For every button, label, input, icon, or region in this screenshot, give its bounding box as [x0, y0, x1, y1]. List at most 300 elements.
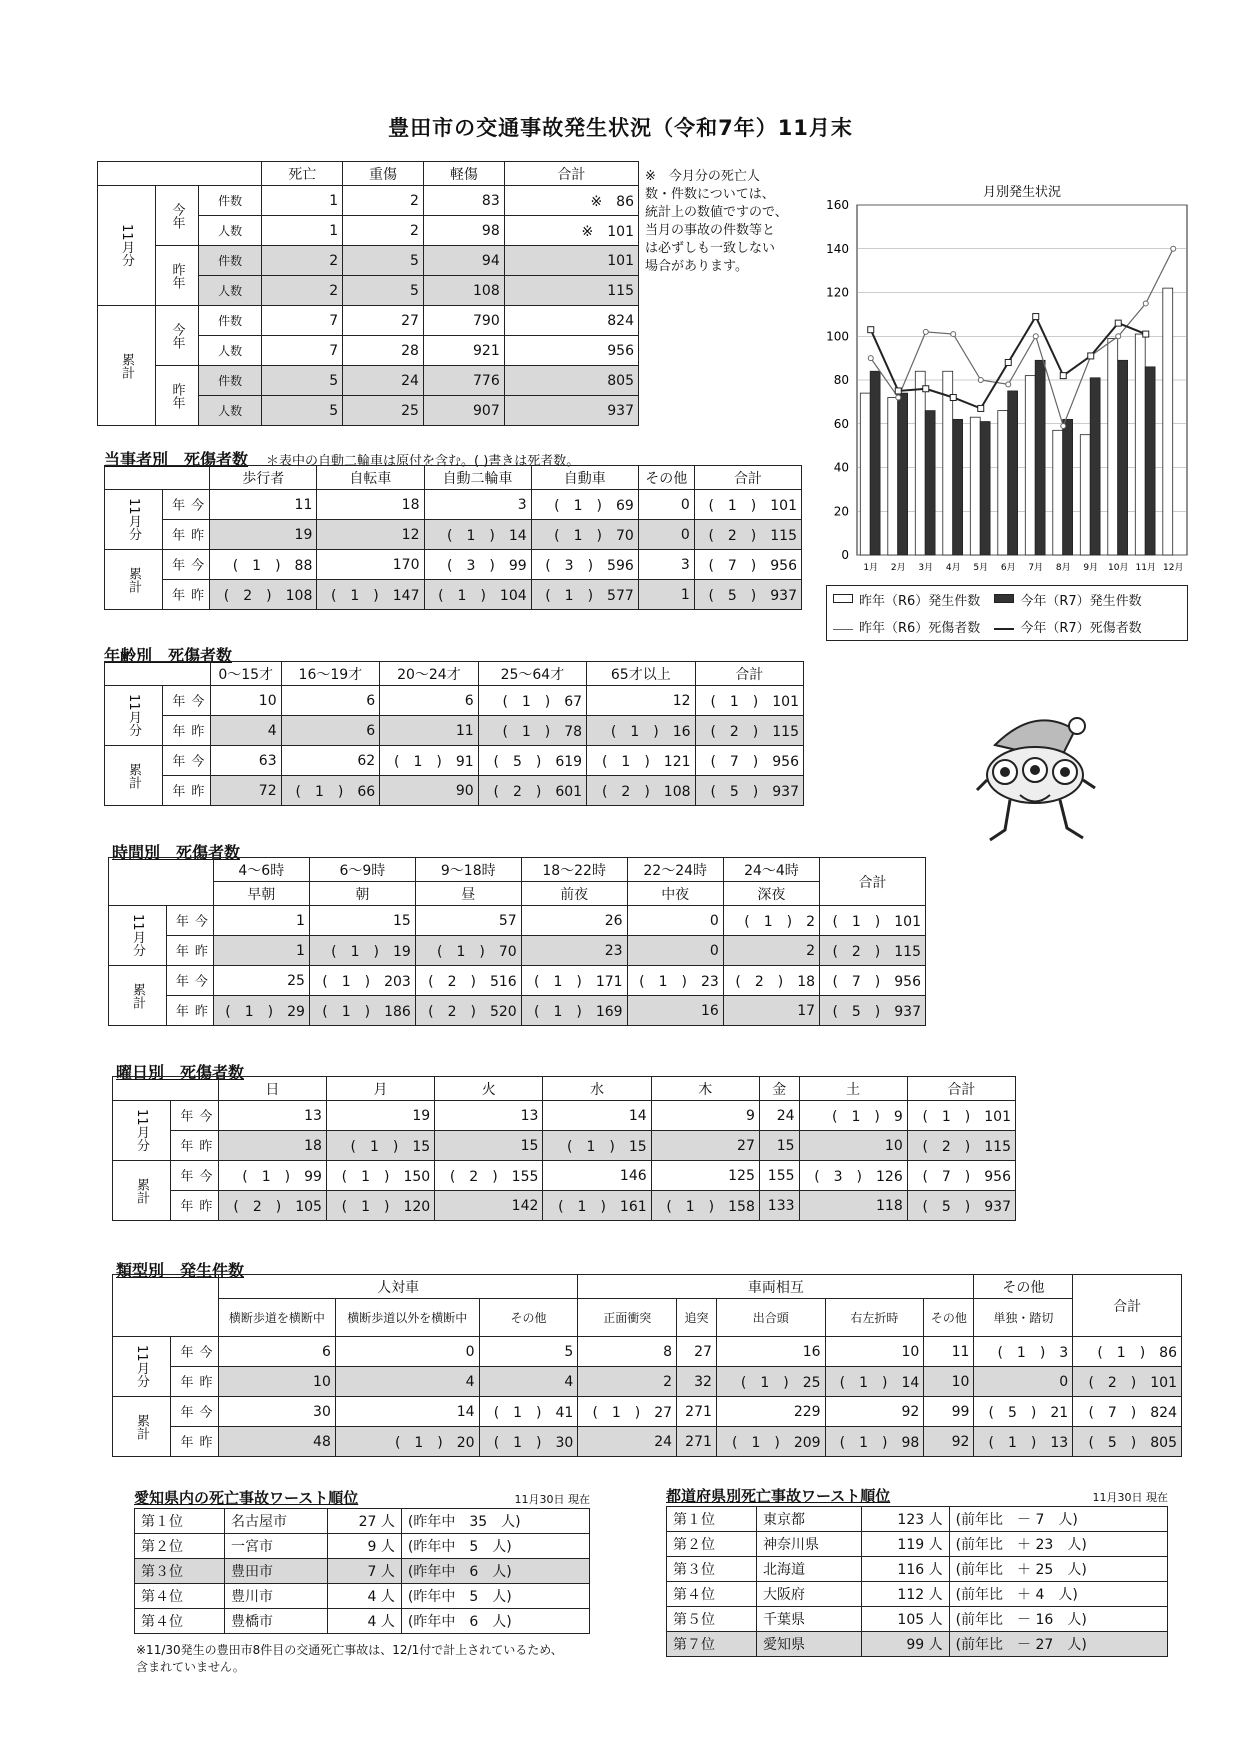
value-cell: ( 1 ) 186: [309, 996, 415, 1026]
value-cell: ( 1 ) 9: [799, 1101, 907, 1131]
header-cell: 20～24才: [380, 662, 479, 686]
value-cell: 4: [210, 716, 281, 746]
value-cell: 155: [759, 1161, 799, 1191]
header-cell: 日: [218, 1077, 326, 1101]
value-cell: 18: [317, 490, 424, 520]
year-label: 今年: [171, 1101, 219, 1131]
value-cell: 3: [638, 550, 694, 580]
legend-label: 今年（R7）発生件数: [1020, 594, 1142, 609]
value-cell: 23: [521, 936, 627, 966]
data-point: [1033, 314, 1039, 320]
value-cell: ( 1 ) 15: [326, 1131, 434, 1161]
table-row: [113, 1191, 1016, 1221]
header-cell: 6～9時: [309, 858, 415, 882]
y-tick-label: 0: [841, 548, 849, 562]
data-point: [978, 405, 984, 411]
rank-cell: 第２位: [667, 1532, 757, 1557]
rank-cell: 9 人: [328, 1534, 402, 1559]
value-cell: ( 5 ) 937: [820, 996, 926, 1026]
aichi-rank-table: [134, 1508, 590, 1634]
header-cell: 合計: [694, 466, 801, 490]
kind-label: 人数: [199, 396, 262, 426]
chart-legend: [826, 585, 1188, 641]
bar: [1090, 378, 1100, 555]
value-cell: ( 1 ) 104: [424, 580, 531, 610]
header-cell: 9～18時: [415, 858, 521, 882]
summary-note: [645, 168, 815, 276]
value-cell: ( 2 ) 108: [587, 776, 695, 806]
value-cell: ( 1 ) 41: [479, 1397, 578, 1427]
value-cell: ( 7 ) 956: [907, 1161, 1015, 1191]
rank-cell: (前年比 － 27 人): [949, 1632, 1167, 1657]
value-cell: ( 1 ) 121: [587, 746, 695, 776]
value-cell: ( 1 ) 70: [415, 936, 521, 966]
weekday-table: [112, 1076, 1016, 1221]
y-tick-label: 140: [826, 241, 849, 256]
value-cell: 2: [723, 936, 819, 966]
data-point: [1060, 373, 1066, 379]
table-row: [113, 1427, 1182, 1457]
header-cell: 水: [543, 1077, 651, 1101]
rank-cell: 第１位: [135, 1509, 225, 1534]
rank-row: [667, 1582, 1168, 1607]
header-cell: 24～4時: [723, 858, 819, 882]
header-cell: 右左折時: [825, 1299, 924, 1337]
year-label: 今年: [171, 1337, 219, 1367]
data-point: [1143, 331, 1149, 337]
value-cell: 16: [716, 1337, 825, 1367]
value-cell: 271: [677, 1427, 717, 1457]
value-cell: 1: [213, 906, 309, 936]
bar: [870, 371, 880, 555]
year-label: 昨年: [171, 1427, 219, 1457]
value-cell: 15: [309, 906, 415, 936]
subheader-cell: 深夜: [723, 882, 819, 906]
value-cell: 92: [924, 1427, 974, 1457]
header-cell: 木: [651, 1077, 759, 1101]
rank-cell: 第５位: [667, 1607, 757, 1632]
table-row: [105, 580, 802, 610]
header-cell: 単独・踏切: [974, 1299, 1073, 1337]
year-label: 昨年: [163, 520, 210, 550]
value-cell: 6: [218, 1337, 335, 1367]
data-point: [1171, 246, 1176, 251]
year-label: 今年: [163, 746, 211, 776]
header-cell: 65才以上: [587, 662, 695, 686]
header-blank: [113, 1275, 219, 1337]
value-cell: 62: [281, 746, 380, 776]
bar: [888, 398, 898, 556]
rank-cell: 第４位: [135, 1609, 225, 1634]
value-cell: 142: [435, 1191, 543, 1221]
year-label: 今年: [163, 490, 210, 520]
rank-cell: 119 人: [861, 1532, 949, 1557]
value-cell: 26: [521, 906, 627, 936]
value-cell: ( 1 ) 30: [479, 1427, 578, 1457]
bar: [925, 411, 935, 555]
rank-cell: 大阪府: [757, 1582, 862, 1607]
rank-cell: 123 人: [861, 1507, 949, 1532]
x-tick-label: 2月: [890, 563, 906, 573]
legend-swatch: [994, 619, 1014, 634]
year-label: 今年: [156, 306, 199, 366]
bar: [1108, 338, 1118, 555]
note-line: 数・件数については、: [645, 187, 775, 202]
value-cell: 11: [924, 1337, 974, 1367]
subheader-cell: 早朝: [213, 882, 309, 906]
value-cell: 0: [335, 1337, 479, 1367]
value-cell: ( 2 ) 516: [415, 966, 521, 996]
party-section-title: 当事者別 死傷者数: [104, 450, 249, 469]
value-cell: ( 1 ) 66: [281, 776, 380, 806]
value-cell: 32: [677, 1367, 717, 1397]
value-cell: 16: [627, 996, 723, 1026]
value-cell: 83: [423, 186, 504, 216]
mascot-illustration: [975, 700, 1100, 850]
value-cell: ( 2 ) 115: [907, 1131, 1015, 1161]
header-blank: [98, 162, 262, 186]
table-row: [105, 776, 804, 806]
value-cell: 108: [423, 276, 504, 306]
header-cell: その他: [924, 1299, 974, 1337]
value-cell: 11: [210, 490, 317, 520]
year-label: 今年: [163, 686, 211, 716]
value-cell: 101: [504, 246, 638, 276]
legend-row: [833, 586, 1181, 613]
header-blank: [109, 858, 214, 906]
year-label: 昨年: [163, 580, 210, 610]
value-cell: 937: [504, 396, 638, 426]
rank-row: [667, 1532, 1168, 1557]
header-cell: 歩行者: [210, 466, 317, 490]
group-label: 累計: [105, 550, 163, 610]
rank-cell: (前年比 － 7 人): [949, 1507, 1167, 1532]
bar: [1118, 360, 1128, 555]
rank-row: [135, 1509, 590, 1534]
value-cell: 14: [335, 1397, 479, 1427]
rank-row: [135, 1584, 590, 1609]
year-label: 昨年: [156, 246, 199, 306]
rank-cell: 豊田市: [225, 1559, 328, 1584]
value-cell: 7: [262, 336, 343, 366]
bar: [980, 422, 990, 555]
header-cell: 0～15才: [210, 662, 281, 686]
header-cell: 月: [326, 1077, 434, 1101]
value-cell: ( 2 ) 115: [695, 716, 803, 746]
group-label: 累計: [98, 306, 156, 426]
value-cell: ( 1 ) 19: [309, 936, 415, 966]
table-row: [105, 746, 804, 776]
value-cell: 24: [578, 1427, 677, 1457]
table-row: [109, 966, 926, 996]
rank-cell: (前年比 － 16 人): [949, 1607, 1167, 1632]
rank-cell: 千葉県: [757, 1607, 862, 1632]
value-cell: ( 1 ) 78: [478, 716, 586, 746]
value-cell: ( 1 ) 15: [543, 1131, 651, 1161]
age-table: [104, 661, 804, 806]
value-cell: 13: [218, 1101, 326, 1131]
value-cell: ( 1 ) 20: [335, 1427, 479, 1457]
data-point: [951, 332, 956, 337]
value-cell: 0: [638, 520, 694, 550]
rank-row: [135, 1559, 590, 1584]
rank-row: [667, 1507, 1168, 1532]
rank-cell: 27 人: [328, 1509, 402, 1534]
data-point: [895, 388, 901, 394]
value-cell: ( 2 ) 155: [435, 1161, 543, 1191]
table-row: [98, 186, 639, 216]
value-cell: ( 7 ) 956: [820, 966, 926, 996]
value-cell: ( 5 ) 619: [478, 746, 586, 776]
pref-rank-date: 11月30日 現在: [1092, 1491, 1168, 1504]
kind-label: 件数: [199, 246, 262, 276]
data-point: [896, 395, 901, 400]
legend-row: [833, 613, 1181, 640]
value-cell: ( 1 ) 27: [578, 1397, 677, 1427]
value-cell: 15: [759, 1131, 799, 1161]
value-cell: ( 5 ) 937: [694, 580, 801, 610]
x-tick-label: 7月: [1028, 563, 1044, 573]
value-cell: 6: [380, 686, 479, 716]
bar: [998, 411, 1008, 555]
header-blank: [113, 1077, 219, 1101]
value-cell: 118: [799, 1191, 907, 1221]
value-cell: ( 1 ) 101: [694, 490, 801, 520]
year-label: 昨年: [167, 996, 214, 1026]
value-cell: ( 1 ) 169: [521, 996, 627, 1026]
table-row: [98, 306, 639, 336]
value-cell: 2: [262, 246, 343, 276]
table-row: [98, 246, 639, 276]
data-point: [1005, 360, 1011, 366]
group-label: 累計: [113, 1161, 171, 1221]
table-row: [105, 716, 804, 746]
value-cell: 94: [423, 246, 504, 276]
bar: [1053, 430, 1063, 555]
party-section-note: ＊表中の自動二輪車は原付を含む。( )書きは死者数。: [266, 454, 580, 469]
legend-label: 今年（R7）死傷者数: [1020, 621, 1142, 636]
header-cell: 土: [799, 1077, 907, 1101]
header-cell: 合計: [820, 858, 926, 906]
value-cell: ( 1 ) 14: [424, 520, 531, 550]
subheader-cell: 前夜: [521, 882, 627, 906]
rank-cell: 神奈川県: [757, 1532, 862, 1557]
note-line: 場合があります。: [645, 259, 748, 274]
value-cell: ( 1 ) 69: [531, 490, 638, 520]
x-tick-label: 10月: [1108, 563, 1129, 573]
value-cell: 7: [262, 306, 343, 336]
header-cell: 追突: [677, 1299, 717, 1337]
year-label: 今年: [156, 186, 199, 246]
value-cell: ( 1 ) 101: [695, 686, 803, 716]
value-cell: ( 5 ) 21: [974, 1397, 1073, 1427]
value-cell: 24: [343, 366, 424, 396]
pref-rank-table: [666, 1506, 1168, 1657]
value-cell: ( 1 ) 91: [380, 746, 479, 776]
rank-row: [667, 1607, 1168, 1632]
value-cell: 25: [343, 396, 424, 426]
value-cell: 776: [423, 366, 504, 396]
value-cell: 63: [210, 746, 281, 776]
group-label: 11月分: [98, 186, 156, 306]
value-cell: ( 1 ) 99: [218, 1161, 326, 1191]
rank-cell: 第４位: [135, 1584, 225, 1609]
value-cell: ( 1 ) 171: [521, 966, 627, 996]
rank-cell: 豊橋市: [225, 1609, 328, 1634]
value-cell: 92: [825, 1397, 924, 1427]
group-label: 累計: [105, 746, 163, 806]
value-cell: 57: [415, 906, 521, 936]
value-cell: 6: [281, 686, 380, 716]
x-tick-label: 5月: [973, 563, 989, 573]
group-label: 11月分: [113, 1337, 171, 1397]
value-cell: ( 7 ) 824: [1073, 1397, 1182, 1427]
value-cell: 5: [262, 366, 343, 396]
rank-cell: 4 人: [328, 1584, 402, 1609]
year-label: 昨年: [171, 1191, 219, 1221]
value-cell: 5: [343, 246, 424, 276]
rank-row: [667, 1632, 1168, 1657]
data-point: [1006, 382, 1011, 387]
value-cell: 115: [504, 276, 638, 306]
rank-cell: (昨年中 35 人): [401, 1509, 589, 1534]
x-tick-label: 3月: [918, 563, 934, 573]
rank-row: [135, 1534, 590, 1559]
data-point: [1143, 301, 1148, 306]
party-table: [104, 465, 802, 610]
value-cell: ( 1 ) 147: [317, 580, 424, 610]
group-header: 人対車: [218, 1275, 577, 1299]
header-cell: 自動車: [531, 466, 638, 490]
group-label: 11月分: [109, 906, 167, 966]
value-cell: ( 1 ) 23: [627, 966, 723, 996]
value-cell: 18: [218, 1131, 326, 1161]
header-cell: 22～24時: [627, 858, 723, 882]
value-cell: 14: [543, 1101, 651, 1131]
rank-cell: (前年比 ＋ 4 人): [949, 1582, 1167, 1607]
table-row: [113, 1101, 1016, 1131]
table-row: [105, 686, 804, 716]
value-cell: ( 1 ) 88: [210, 550, 317, 580]
value-cell: 10: [218, 1367, 335, 1397]
bar: [915, 371, 925, 555]
value-cell: 98: [423, 216, 504, 246]
value-cell: ( 1 ) 98: [825, 1427, 924, 1457]
header-cell: 横断歩道を横断中: [218, 1299, 335, 1337]
rank-cell: 東京都: [757, 1507, 862, 1532]
value-cell: 72: [210, 776, 281, 806]
aichi-rank-date: 11月30日 現在: [514, 1493, 590, 1506]
data-point: [923, 386, 929, 392]
table-row: [98, 366, 639, 396]
value-cell: 2: [343, 186, 424, 216]
rank-cell: (昨年中 6 人): [401, 1559, 589, 1584]
value-cell: 13: [435, 1101, 543, 1131]
value-cell: 5: [479, 1337, 578, 1367]
value-cell: ( 3 ) 99: [424, 550, 531, 580]
value-cell: 1: [213, 936, 309, 966]
kind-label: 件数: [199, 366, 262, 396]
rank-cell: 第２位: [135, 1534, 225, 1559]
value-cell: ( 1 ) 67: [478, 686, 586, 716]
header-cell: 死亡: [262, 162, 343, 186]
value-cell: 10: [799, 1131, 907, 1161]
time-section-title: 時間別 死傷者数: [112, 843, 241, 862]
value-cell: 6: [281, 716, 380, 746]
table-row: [109, 936, 926, 966]
y-tick-label: 80: [833, 373, 849, 387]
value-cell: ( 2 ) 115: [694, 520, 801, 550]
kind-label: 人数: [199, 276, 262, 306]
rank-cell: (昨年中 6 人): [401, 1609, 589, 1634]
type-table: [112, 1274, 1182, 1457]
value-cell: 30: [218, 1397, 335, 1427]
rank-cell: (前年比 ＋ 23 人): [949, 1532, 1167, 1557]
value-cell: 27: [677, 1337, 717, 1367]
value-cell: 12: [587, 686, 695, 716]
legend-swatch: [833, 592, 853, 607]
kind-label: 件数: [199, 186, 262, 216]
x-tick-label: 11月: [1135, 563, 1156, 573]
y-tick-label: 120: [826, 285, 849, 300]
value-cell: ( 2 ) 18: [723, 966, 819, 996]
value-cell: 805: [504, 366, 638, 396]
value-cell: 0: [627, 906, 723, 936]
value-cell: ( 1 ) 203: [309, 966, 415, 996]
data-point: [978, 378, 983, 383]
rank-cell: 105 人: [861, 1607, 949, 1632]
value-cell: ( 1 ) 3: [974, 1337, 1073, 1367]
rank-cell: (昨年中 5 人): [401, 1584, 589, 1609]
value-cell: 4: [335, 1367, 479, 1397]
rank-row: [135, 1609, 590, 1634]
type-section-title: 類型別 発生件数: [116, 1261, 245, 1280]
bar: [1025, 376, 1035, 555]
value-cell: 2: [262, 276, 343, 306]
value-cell: ( 7 ) 956: [694, 550, 801, 580]
group-label: 累計: [109, 966, 167, 1026]
value-cell: ( 7 ) 956: [695, 746, 803, 776]
rank-cell: 第３位: [135, 1559, 225, 1584]
year-label: 昨年: [171, 1131, 219, 1161]
rank-cell: 116 人: [861, 1557, 949, 1582]
header-cell: 軽傷: [423, 162, 504, 186]
rank-cell: 豊川市: [225, 1584, 328, 1609]
age-section-title: 年齢別 死傷者数: [104, 646, 233, 665]
value-cell: ( 2 ) 601: [478, 776, 586, 806]
value-cell: ※ 101: [504, 216, 638, 246]
header-cell: 4～6時: [213, 858, 309, 882]
bar: [860, 393, 870, 555]
value-cell: 24: [759, 1101, 799, 1131]
value-cell: ( 1 ) 29: [213, 996, 309, 1026]
y-tick-label: 40: [833, 460, 849, 475]
note-line: ※ 今月分の死亡人: [645, 169, 760, 184]
rank-row: [667, 1557, 1168, 1582]
x-tick-label: 4月: [945, 563, 961, 573]
value-cell: 3: [424, 490, 531, 520]
value-cell: ( 1 ) 209: [716, 1427, 825, 1457]
year-label: 今年: [171, 1161, 219, 1191]
table-row: [113, 1397, 1182, 1427]
rank-cell: 7 人: [328, 1559, 402, 1584]
note-line: は必ずしも一致しない: [645, 241, 776, 256]
header-cell: 自動二輪車: [424, 466, 531, 490]
rank-cell: 名古屋市: [225, 1509, 328, 1534]
value-cell: ( 3 ) 126: [799, 1161, 907, 1191]
table-row: [113, 1367, 1182, 1397]
value-cell: 125: [651, 1161, 759, 1191]
